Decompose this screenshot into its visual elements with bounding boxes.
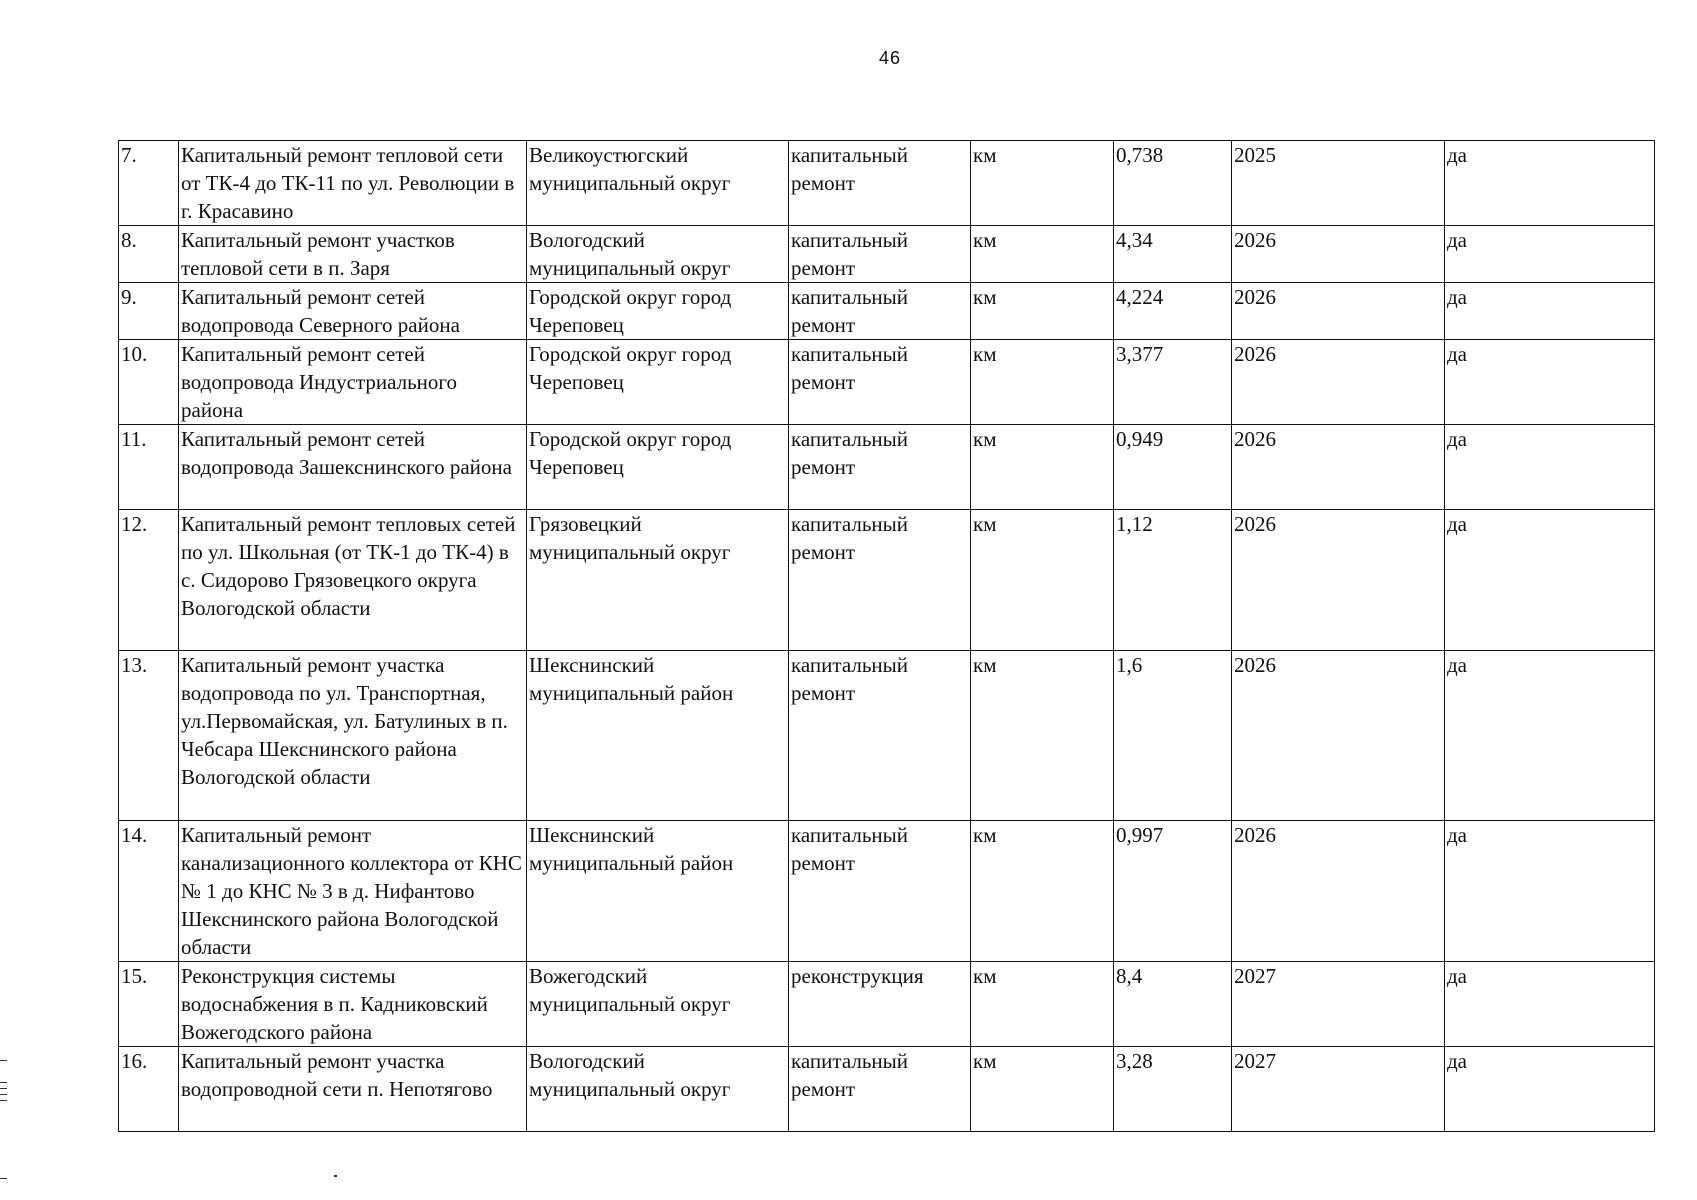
cell-flag: да [1445, 651, 1655, 821]
scan-mark [0, 1060, 7, 1061]
scan-mark [334, 1175, 337, 1177]
cell-number: 13. [119, 651, 179, 821]
cell-number: 7. [119, 141, 179, 226]
cell-unit: км [971, 425, 1114, 510]
cell-flag: да [1445, 962, 1655, 1047]
cell-flag: да [1445, 283, 1655, 340]
scan-mark [0, 1100, 7, 1101]
cell-unit: км [971, 962, 1114, 1047]
cell-flag: да [1445, 425, 1655, 510]
cell-municipality: Великоустюгский муниципальный округ [527, 141, 789, 226]
cell-flag: да [1445, 510, 1655, 651]
cell-municipality: Грязовецкий муниципальный округ [527, 510, 789, 651]
cell-municipality: Городской округ город Череповец [527, 340, 789, 425]
cell-year: 2026 [1232, 340, 1445, 425]
cell-year: 2025 [1232, 141, 1445, 226]
cell-flag: да [1445, 821, 1655, 962]
cell-name: Капитальный ремонт участка водопровода по ул. Транспортная, ул.Первомайская, ул. Батулиных в п. Чебсара Шекснинского района Вологодской области [179, 651, 527, 821]
table-row [119, 141, 1655, 226]
cell-value: 1,6 [1114, 651, 1232, 821]
table-row [119, 962, 1655, 1047]
cell-value: 4,224 [1114, 283, 1232, 340]
cell-work-type: реконструкция [789, 962, 971, 1047]
cell-unit: км [971, 141, 1114, 226]
cell-unit: км [971, 651, 1114, 821]
table-row [119, 1047, 1655, 1132]
cell-work-type: капитальный ремонт [789, 141, 971, 226]
cell-value: 0,997 [1114, 821, 1232, 962]
cell-number: 11. [119, 425, 179, 510]
cell-unit: км [971, 510, 1114, 651]
page-number: 46 [878, 48, 902, 68]
works-table [118, 140, 1655, 1132]
table-row [119, 510, 1655, 651]
cell-flag: да [1445, 1047, 1655, 1132]
cell-number: 9. [119, 283, 179, 340]
table-row [119, 340, 1655, 425]
cell-flag: да [1445, 340, 1655, 425]
scan-mark [0, 1088, 7, 1089]
cell-number: 8. [119, 226, 179, 283]
cell-work-type: капитальный ремонт [789, 510, 971, 651]
cell-number: 10. [119, 340, 179, 425]
table-row [119, 226, 1655, 283]
cell-name: Капитальный ремонт сетей водопровода Зашекснинского района [179, 425, 527, 510]
cell-name: Реконструкция системы водоснабжения в п. Кадниковский Вожегодского района [179, 962, 527, 1047]
cell-year: 2026 [1232, 510, 1445, 651]
cell-name: Капитальный ремонт сетей водопровода Индустриального района [179, 340, 527, 425]
cell-flag: да [1445, 141, 1655, 226]
cell-number: 12. [119, 510, 179, 651]
cell-value: 4,34 [1114, 226, 1232, 283]
cell-value: 3,28 [1114, 1047, 1232, 1132]
cell-year: 2026 [1232, 425, 1445, 510]
table-row [119, 425, 1655, 510]
cell-municipality: Шекснинский муниципальный район [527, 651, 789, 821]
cell-unit: км [971, 1047, 1114, 1132]
cell-name: Капитальный ремонт тепловых сетей по ул. Школьная (от ТК-1 до ТК-4) в с. Сидорово Грязовецкого округа Вологодской области [179, 510, 527, 651]
cell-value: 1,12 [1114, 510, 1232, 651]
cell-name: Капитальный ремонт участка водопроводной сети п. Непотягово [179, 1047, 527, 1132]
cell-flag: да [1445, 226, 1655, 283]
cell-name: Капитальный ремонт канализационного коллектора от КНС № 1 до КНС № 3 в д. Нифантово Шекснинского района Вологодской области [179, 821, 527, 962]
table-row [119, 283, 1655, 340]
cell-year: 2026 [1232, 283, 1445, 340]
cell-municipality: Вожегодский муниципальный округ [527, 962, 789, 1047]
cell-work-type: капитальный ремонт [789, 1047, 971, 1132]
cell-municipality: Шекснинский муниципальный район [527, 821, 789, 962]
cell-unit: км [971, 340, 1114, 425]
cell-work-type: капитальный ремонт [789, 821, 971, 962]
cell-value: 0,738 [1114, 141, 1232, 226]
cell-value: 8,4 [1114, 962, 1232, 1047]
table-row [119, 821, 1655, 962]
cell-year: 2027 [1232, 1047, 1445, 1132]
cell-municipality: Вологодский муниципальный округ [527, 226, 789, 283]
cell-work-type: капитальный ремонт [789, 651, 971, 821]
cell-municipality: Вологодский муниципальный округ [527, 1047, 789, 1132]
cell-number: 16. [119, 1047, 179, 1132]
cell-municipality: Городской округ город Череповец [527, 283, 789, 340]
cell-unit: км [971, 283, 1114, 340]
scan-mark [0, 1082, 7, 1083]
cell-year: 2026 [1232, 226, 1445, 283]
cell-number: 14. [119, 821, 179, 962]
cell-number: 15. [119, 962, 179, 1047]
cell-unit: км [971, 226, 1114, 283]
scan-mark [0, 1178, 7, 1179]
cell-work-type: капитальный ремонт [789, 340, 971, 425]
cell-year: 2027 [1232, 962, 1445, 1047]
cell-work-type: капитальный ремонт [789, 226, 971, 283]
cell-unit: км [971, 821, 1114, 962]
cell-work-type: капитальный ремонт [789, 425, 971, 510]
cell-name: Капитальный ремонт тепловой сети от ТК-4 до ТК-11 по ул. Революции в г. Красавино [179, 141, 527, 226]
cell-name: Капитальный ремонт сетей водопровода Северного района [179, 283, 527, 340]
cell-year: 2026 [1232, 821, 1445, 962]
cell-name: Капитальный ремонт участков тепловой сети в п. Заря [179, 226, 527, 283]
cell-value: 0,949 [1114, 425, 1232, 510]
scan-mark [0, 1094, 7, 1095]
cell-work-type: капитальный ремонт [789, 283, 971, 340]
cell-year: 2026 [1232, 651, 1445, 821]
cell-value: 3,377 [1114, 340, 1232, 425]
cell-municipality: Городской округ город Череповец [527, 425, 789, 510]
table-row [119, 651, 1655, 821]
